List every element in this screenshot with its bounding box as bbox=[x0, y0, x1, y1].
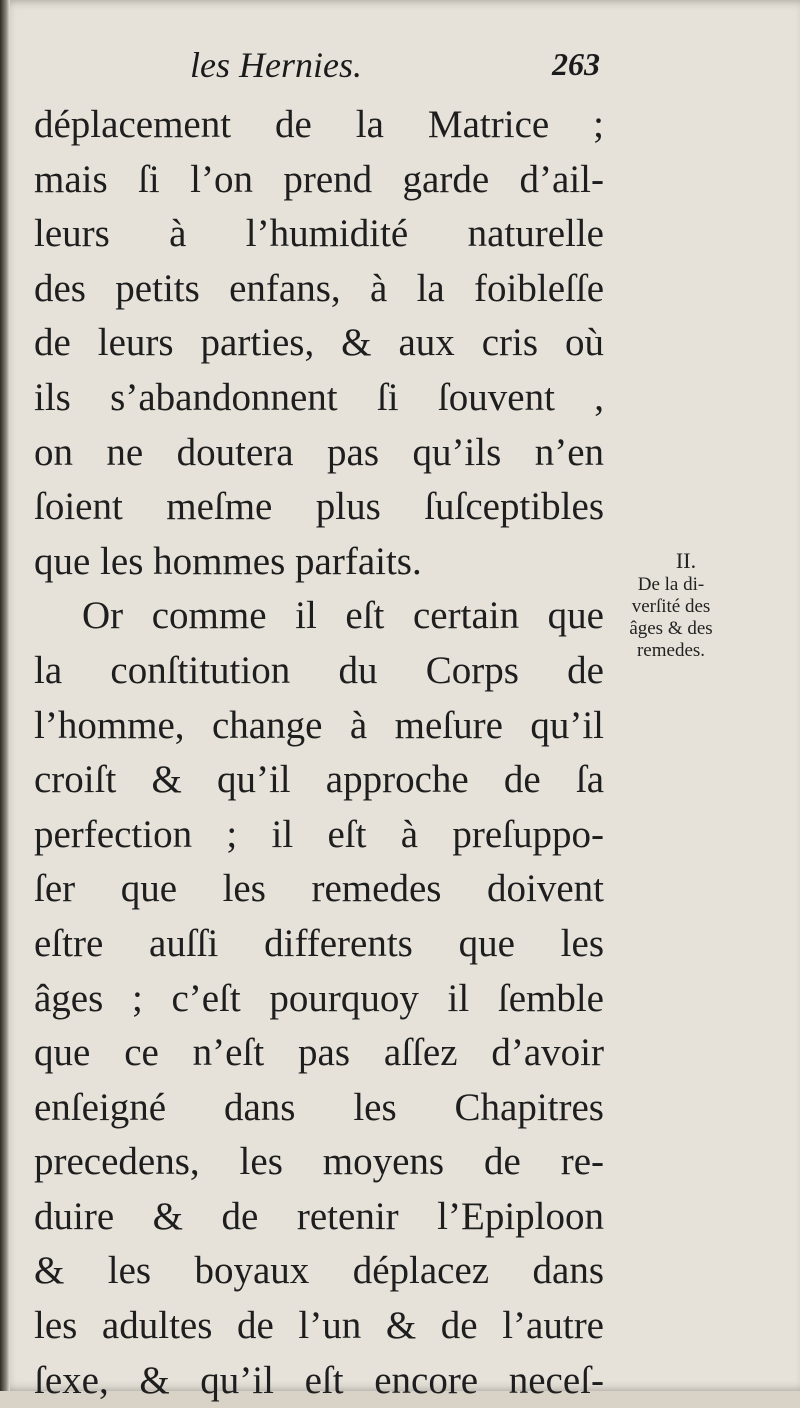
text-line: duire & de retenir l’Epiploon bbox=[34, 1194, 604, 1238]
page-header bbox=[190, 44, 600, 94]
margin-note-line: remedes. bbox=[636, 640, 706, 661]
page-gutter-shadow bbox=[0, 0, 10, 1391]
text-line: mais ſi l’on prend garde d’ail- bbox=[34, 157, 604, 201]
text-line: enſeigné dans les Chapitres bbox=[34, 1085, 604, 1129]
text-line: les adultes de l’un & de l’autre bbox=[34, 1304, 604, 1348]
text-line: âges ; c’eſt pourquoy il ſemble bbox=[34, 976, 604, 1020]
text-line: perfection ; il eſt à preſuppo- bbox=[34, 812, 604, 856]
text-line: & les boyaux déplacez dans bbox=[34, 1249, 604, 1293]
running-title: les Hernies. bbox=[190, 45, 362, 85]
page-number: 263 bbox=[552, 46, 600, 82]
text-line: ſexe, & qu’il eſt encore neceſ- bbox=[34, 1358, 604, 1402]
text-line: ſoient meſme plus ſuſceptibles bbox=[34, 485, 604, 529]
text-line: déplacement de la Matrice ; bbox=[34, 103, 604, 146]
text-line: l’homme, change à meſure qu’il bbox=[34, 703, 604, 747]
text-line: on ne doutera pas qu’ils n’en bbox=[34, 430, 604, 474]
text-line: que ce n’eſt pas aſſez d’avoir bbox=[34, 1031, 604, 1075]
text-line: eſtre auſſi differents que les bbox=[34, 921, 604, 965]
margin-note bbox=[606, 548, 736, 662]
text-line: que les hommes parfaits. bbox=[34, 539, 422, 583]
margin-note-line: âges & des bbox=[629, 618, 713, 639]
text-line: croiſt & qu’il approche de ſa bbox=[34, 758, 604, 802]
text-line: la conſtitution du Corps de bbox=[34, 648, 604, 692]
text-line: ils s’abandonnent ſi ſouvent , bbox=[34, 375, 604, 419]
text-line: leurs à l’humidité naturelle bbox=[34, 212, 604, 256]
text-line: de leurs parties, & aux cris où bbox=[34, 321, 604, 365]
margin-note-number: II. bbox=[675, 548, 697, 573]
paragraph-start-line: Or comme il eſt certain que bbox=[82, 594, 604, 638]
margin-note-line: De la di- bbox=[637, 574, 705, 595]
text-line: precedens, les moyens de re- bbox=[34, 1140, 604, 1184]
margin-note-line: verſité des bbox=[631, 596, 711, 617]
text-line: des petits enfans, à la foibleſſe bbox=[34, 266, 604, 310]
body-text bbox=[34, 98, 604, 1408]
text-line: ſer que les remedes doivent bbox=[34, 867, 604, 911]
